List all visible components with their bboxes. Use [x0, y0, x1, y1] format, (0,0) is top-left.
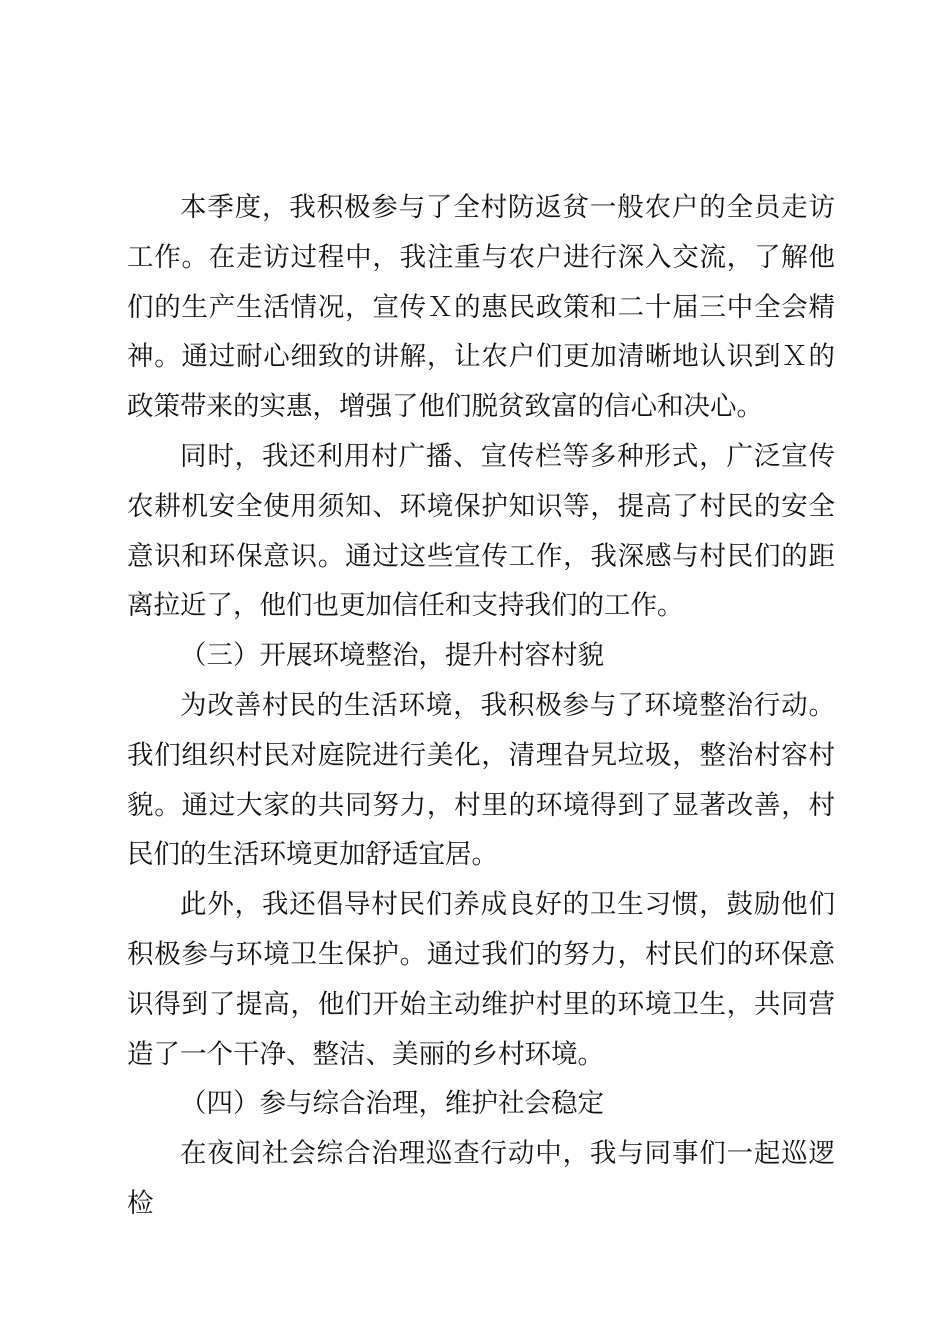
section-heading-3: （三）开展环境整治，提升村容村貌: [180, 640, 604, 672]
paragraph-publicity: 同时，我还利用村广播、宣传栏等多种形式，广泛宣传农耕机安全使用须知、环境保护知识等，提高了村民的安全意识和环保意识。通过这些宣传工作，我深感与村民们的距离拉近了，他们也更加信任和支持我们的工作。: [127, 440, 835, 622]
section-heading-4: （四）参与综合治理，维护社会稳定: [180, 1088, 604, 1120]
document-body: [127, 183, 835, 1229]
paragraph-visit-work: 本季度，我积极参与了全村防返贫一般农户的全员走访工作。在走访过程中，我注重与农户进行深入交流，了解他们的生产生活情况，宣传Ｘ的惠民政策和二十届三中全会精神。通过耐心细致的讲解，让农户们更加清晰地认识到Ｘ的政策带来的实惠，增强了他们脱贫致富的信心和决心。: [127, 192, 835, 423]
paragraph-patrol: 在夜间社会综合治理巡查行动中，我与同事们一起巡逻检: [127, 1138, 835, 1219]
paragraph-hygiene: 此外，我还倡导村民们养成良好的卫生习惯，鼓励他们积极参与环境卫生保护。通过我们的努力，村民们的环保意识得到了提高，他们开始主动维护村里的环境卫生，共同营造了一个干净、整洁、美丽的乡村环境。: [127, 889, 835, 1070]
paragraph-environment: 为改善村民的生活环境，我积极参与了环境整治行动。我们组织村民对庭院进行美化，清理旮旯垃圾，整治村容村貌。通过大家的共同努力，村里的环境得到了显著改善，村民们的生活环境更加舒适宜居。: [127, 689, 835, 871]
